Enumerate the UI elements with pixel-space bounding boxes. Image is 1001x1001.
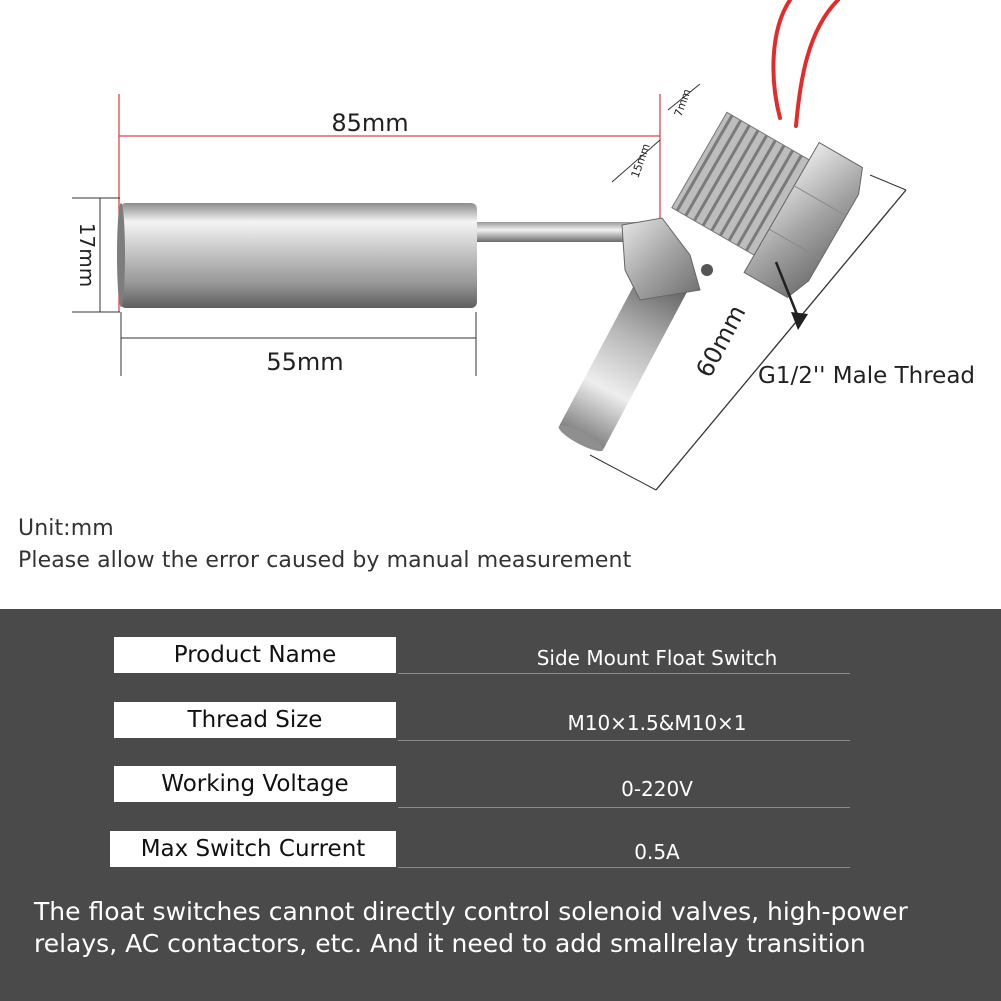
measurement-error-note: Please allow the error caused by manual measurement <box>18 548 632 573</box>
dimension-label-85: 85mm <box>331 109 409 137</box>
dimension-label-15: 15mm <box>628 141 653 180</box>
spec-divider <box>398 673 850 674</box>
spec-value-product-name: Side Mount Float Switch <box>536 646 778 670</box>
spec-divider <box>398 740 850 741</box>
spec-value-working-voltage: 0-220V <box>621 777 693 801</box>
spec-label-max-switch-current: Max Switch Current <box>110 831 396 867</box>
dimension-thread-length <box>612 140 660 182</box>
spec-label-working-voltage: Working Voltage <box>114 766 396 802</box>
spec-divider <box>398 867 850 868</box>
spec-value-max-switch-current: 0.5A <box>634 840 680 864</box>
spec-label-thread-size: Thread Size <box>114 702 396 738</box>
spec-divider <box>398 807 850 808</box>
unit-note: Unit:mm <box>18 516 114 541</box>
dimension-label-7: 7mm <box>671 87 694 119</box>
spec-label-product-name: Product Name <box>114 637 396 673</box>
thread-callout-label: G1/2'' Male Thread <box>758 363 976 389</box>
dimension-hex-height <box>668 84 700 118</box>
hinge-block <box>622 218 713 300</box>
lead-wires <box>773 0 838 126</box>
dimension-label-17: 17mm <box>75 222 99 288</box>
float-cylinder <box>117 203 646 308</box>
dimension-float-diameter <box>72 198 120 312</box>
dimension-label-55: 55mm <box>266 348 344 376</box>
footnote: The float switches cannot directly control solenoid valves, high-power relays, AC contactors, etc. And it need to add smallrelay transition <box>34 897 908 958</box>
dimension-label-60: 60mm <box>690 300 752 382</box>
spec-value-thread-size: M10×1.5&M10×1 <box>567 711 747 735</box>
dimension-float-length <box>121 312 476 376</box>
spec-panel <box>0 609 1001 1001</box>
